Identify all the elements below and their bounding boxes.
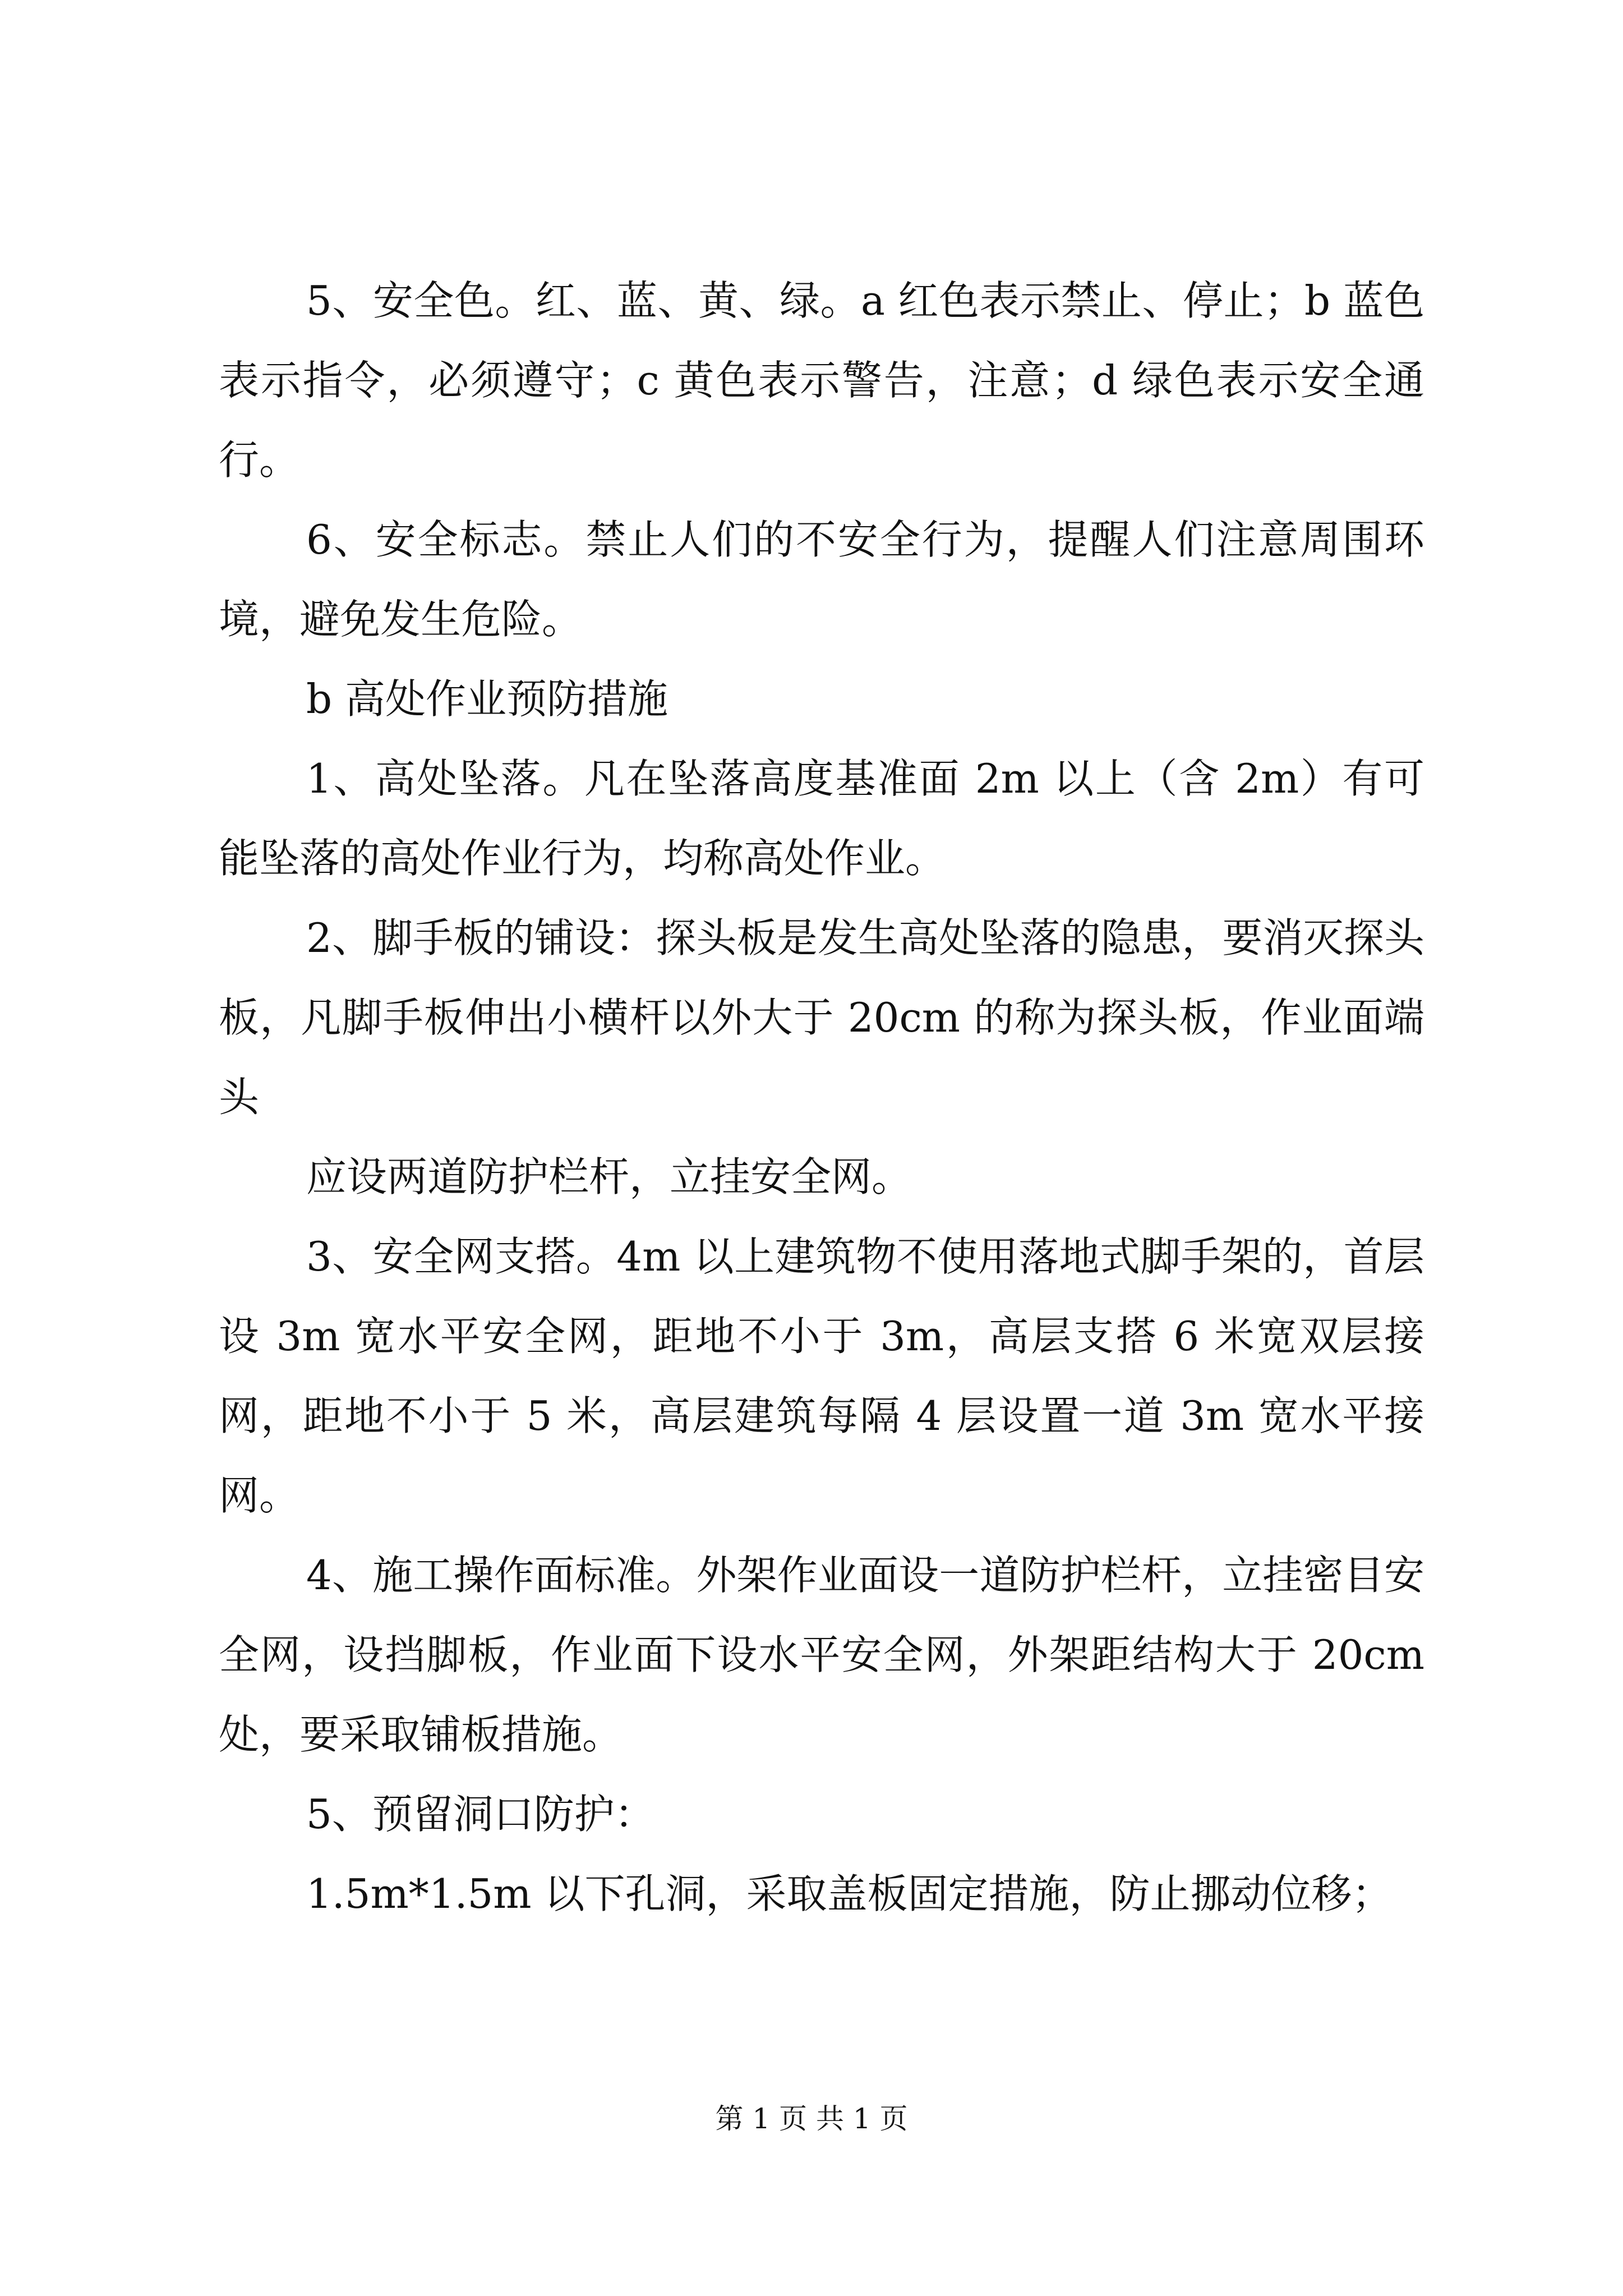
paragraph-guardrail: 应设两道防护栏杆，立挂安全网。 (306, 1153, 912, 1200)
section-heading-high-work: b 高处作业预防措施 (306, 675, 668, 723)
page-footer: 第 1 页 共 1 页 (715, 2102, 908, 2135)
paragraph-safety-signs: 6、安全标志。禁止人们的不安全行为，提醒人们注意周围环境，避免发生危险。 (219, 516, 1424, 643)
document-body (219, 261, 1424, 1934)
paragraph-safety-colors: 5、安全色。红、蓝、黄、绿。a 红色表示禁止、停止；b 蓝色表示指令，必须遵守；c 黄色表示警告，注意；d 绿色表示安全通行。 (219, 277, 1424, 484)
paragraph-work-surface: 4、施工操作面标准。外架作业面设一道防护栏杆，立挂密目安全网，设挡脚板，作业面下设水平安全网，外架距结构大于 20cm 处，要采取铺板措施。 (219, 1552, 1424, 1758)
paragraph-scaffold-board: 2、脚手板的铺设：探头板是发生高处坠落的隐患，要消灭探头板，凡脚手板伸出小横杆以外大于 20cm 的称为探头板，作业面端头 (219, 914, 1424, 1121)
paragraph-hole-cover: 1.5m*1.5m 以下孔洞，采取盖板固定措施，防止挪动位移； (306, 1870, 1393, 1917)
paragraph-high-fall: 1、高处坠落。凡在坠落高度基准面 2m 以上（含 2m）有可能坠落的高处作业行为，均称高处作业。 (219, 755, 1424, 882)
paragraph-safety-net: 3、安全网支搭。4m 以上建筑物不使用落地式脚手架的，首层设 3m 宽水平安全网，距地不小于 3m，高层支搭 6 米宽双层接网，距地不小于 5 米，高层建筑每隔 4 层设置一道 3m 宽水平接网。 (219, 1233, 1424, 1519)
paragraph-opening-protection: 5、预留洞口防护： (306, 1791, 655, 1838)
